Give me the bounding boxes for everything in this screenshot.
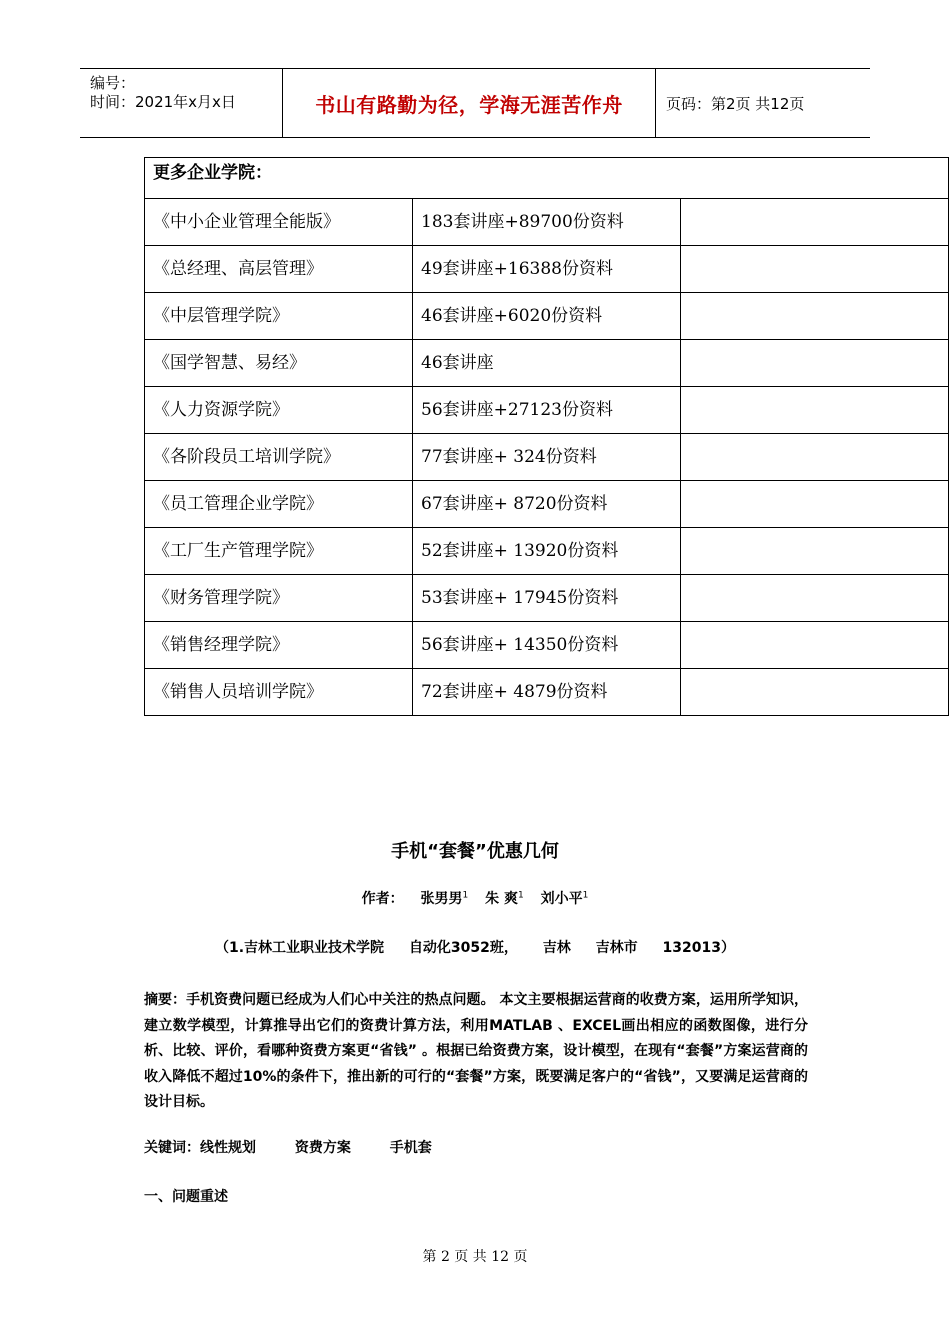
course-extra bbox=[681, 669, 949, 716]
table-row bbox=[145, 434, 949, 481]
course-extra bbox=[681, 622, 949, 669]
course-extra bbox=[681, 575, 949, 622]
course-desc: 77套讲座+ 324份资料 bbox=[413, 434, 681, 481]
course-name: 《中层管理学院》 bbox=[145, 293, 413, 340]
course-desc: 72套讲座+ 4879份资料 bbox=[413, 669, 681, 716]
keyword: 资费方案 bbox=[294, 1140, 351, 1156]
table-row bbox=[145, 481, 949, 528]
author-affiliation-mark: 1 bbox=[518, 890, 524, 901]
course-name: 《总经理、高层管理》 bbox=[145, 246, 413, 293]
course-name: 《人力资源学院》 bbox=[145, 387, 413, 434]
affiliation-part: 吉林 bbox=[542, 940, 571, 956]
table-row bbox=[145, 293, 949, 340]
author-name: 张男男 bbox=[420, 891, 463, 907]
course-extra bbox=[681, 434, 949, 481]
table-title: 更多企业学院： bbox=[145, 158, 949, 199]
page-header bbox=[80, 68, 870, 138]
course-extra bbox=[681, 528, 949, 575]
course-desc: 49套讲座+16388份资料 bbox=[413, 246, 681, 293]
author bbox=[421, 891, 469, 907]
table-title-row bbox=[145, 158, 949, 199]
course-table bbox=[144, 157, 949, 716]
author bbox=[541, 891, 589, 907]
course-name: 《中小企业管理全能版》 bbox=[145, 199, 413, 246]
table-row bbox=[145, 199, 949, 246]
article-title: 手机“套餐”优惠几何 bbox=[391, 841, 559, 862]
table-row bbox=[145, 340, 949, 387]
course-desc: 53套讲座+ 17945份资料 bbox=[413, 575, 681, 622]
course-extra bbox=[681, 387, 949, 434]
course-desc: 46套讲座 bbox=[413, 340, 681, 387]
article-keywords bbox=[144, 1137, 466, 1157]
table-row bbox=[145, 669, 949, 716]
table-row bbox=[145, 575, 949, 622]
table-row bbox=[145, 387, 949, 434]
header-motto: 书山有路勤为径，学海无涯苦作舟 bbox=[315, 92, 623, 117]
table-row bbox=[145, 528, 949, 575]
keywords-label: 关键词：线性规划 bbox=[144, 1140, 256, 1156]
page-footer: 第 2 页 共 12 页 bbox=[422, 1249, 528, 1265]
course-name: 《财务管理学院》 bbox=[145, 575, 413, 622]
header-motto-cell bbox=[283, 69, 656, 137]
affiliation-part: （1.吉林工业职业技术学院 bbox=[215, 940, 385, 956]
authors-label: 作者： bbox=[361, 891, 404, 907]
section-heading: 一、问题重述 bbox=[144, 1189, 228, 1205]
course-name: 《销售经理学院》 bbox=[145, 622, 413, 669]
course-name: 《各阶段员工培训学院》 bbox=[145, 434, 413, 481]
author-affiliation-mark: 1 bbox=[582, 890, 589, 901]
header-page-cell bbox=[656, 69, 870, 137]
course-extra bbox=[681, 246, 949, 293]
course-extra bbox=[681, 340, 949, 387]
table-row bbox=[145, 246, 949, 293]
article-abstract: 摘要：手机资费问题已经成为人们心中关注的热点问题。 本文主要根据运营商的收费方案，运用所学知识，建立数学模型，计算推导出它们的资费计算方法，利用MATLAB 、EXCEL画出相应的函数图像，进行分析、比较、评价，看哪种资费方案更“省钱” 。根据已给资费方案，设计模型，在现有“套餐”方案运营商的收入降低不超过10%的条件下，推出新的可行的“套餐”方案，既要满足客户的“省钱”，又要满足运营商的设计目标。 bbox=[144, 992, 808, 1110]
course-desc: 183套讲座+89700份资料 bbox=[413, 199, 681, 246]
affiliation-part: 吉林市 bbox=[595, 940, 638, 956]
course-desc: 56套讲座+ 14350份资料 bbox=[413, 622, 681, 669]
course-name: 《员工管理企业学院》 bbox=[145, 481, 413, 528]
header-meta-cell bbox=[80, 69, 283, 137]
article-authors bbox=[0, 888, 950, 908]
course-desc: 56套讲座+27123份资料 bbox=[413, 387, 681, 434]
table-row bbox=[145, 622, 949, 669]
article-affiliation bbox=[0, 937, 950, 957]
author-affiliation-mark: 1 bbox=[462, 890, 469, 901]
course-desc: 67套讲座+ 8720份资料 bbox=[413, 481, 681, 528]
course-name: 《销售人员培训学院》 bbox=[145, 669, 413, 716]
course-extra bbox=[681, 481, 949, 528]
course-desc: 52套讲座+ 13920份资料 bbox=[413, 528, 681, 575]
course-extra bbox=[681, 293, 949, 340]
document-time-label: 时间：2021年x月x日 bbox=[90, 93, 236, 111]
affiliation-part: 132013） bbox=[662, 940, 735, 956]
course-name: 《工厂生产管理学院》 bbox=[145, 528, 413, 575]
course-name: 《国学智慧、易经》 bbox=[145, 340, 413, 387]
keyword: 手机套 bbox=[389, 1140, 432, 1156]
header-page-number: 页码：第2页 共12页 bbox=[666, 94, 805, 113]
author-name: 刘小平 bbox=[540, 891, 583, 907]
affiliation-part: 自动化3052班， bbox=[408, 940, 518, 956]
document-number-label: 编号： bbox=[90, 74, 136, 92]
author bbox=[485, 891, 524, 907]
course-desc: 46套讲座+6020份资料 bbox=[413, 293, 681, 340]
author-name: 朱 爽 bbox=[485, 891, 518, 907]
course-extra bbox=[681, 199, 949, 246]
